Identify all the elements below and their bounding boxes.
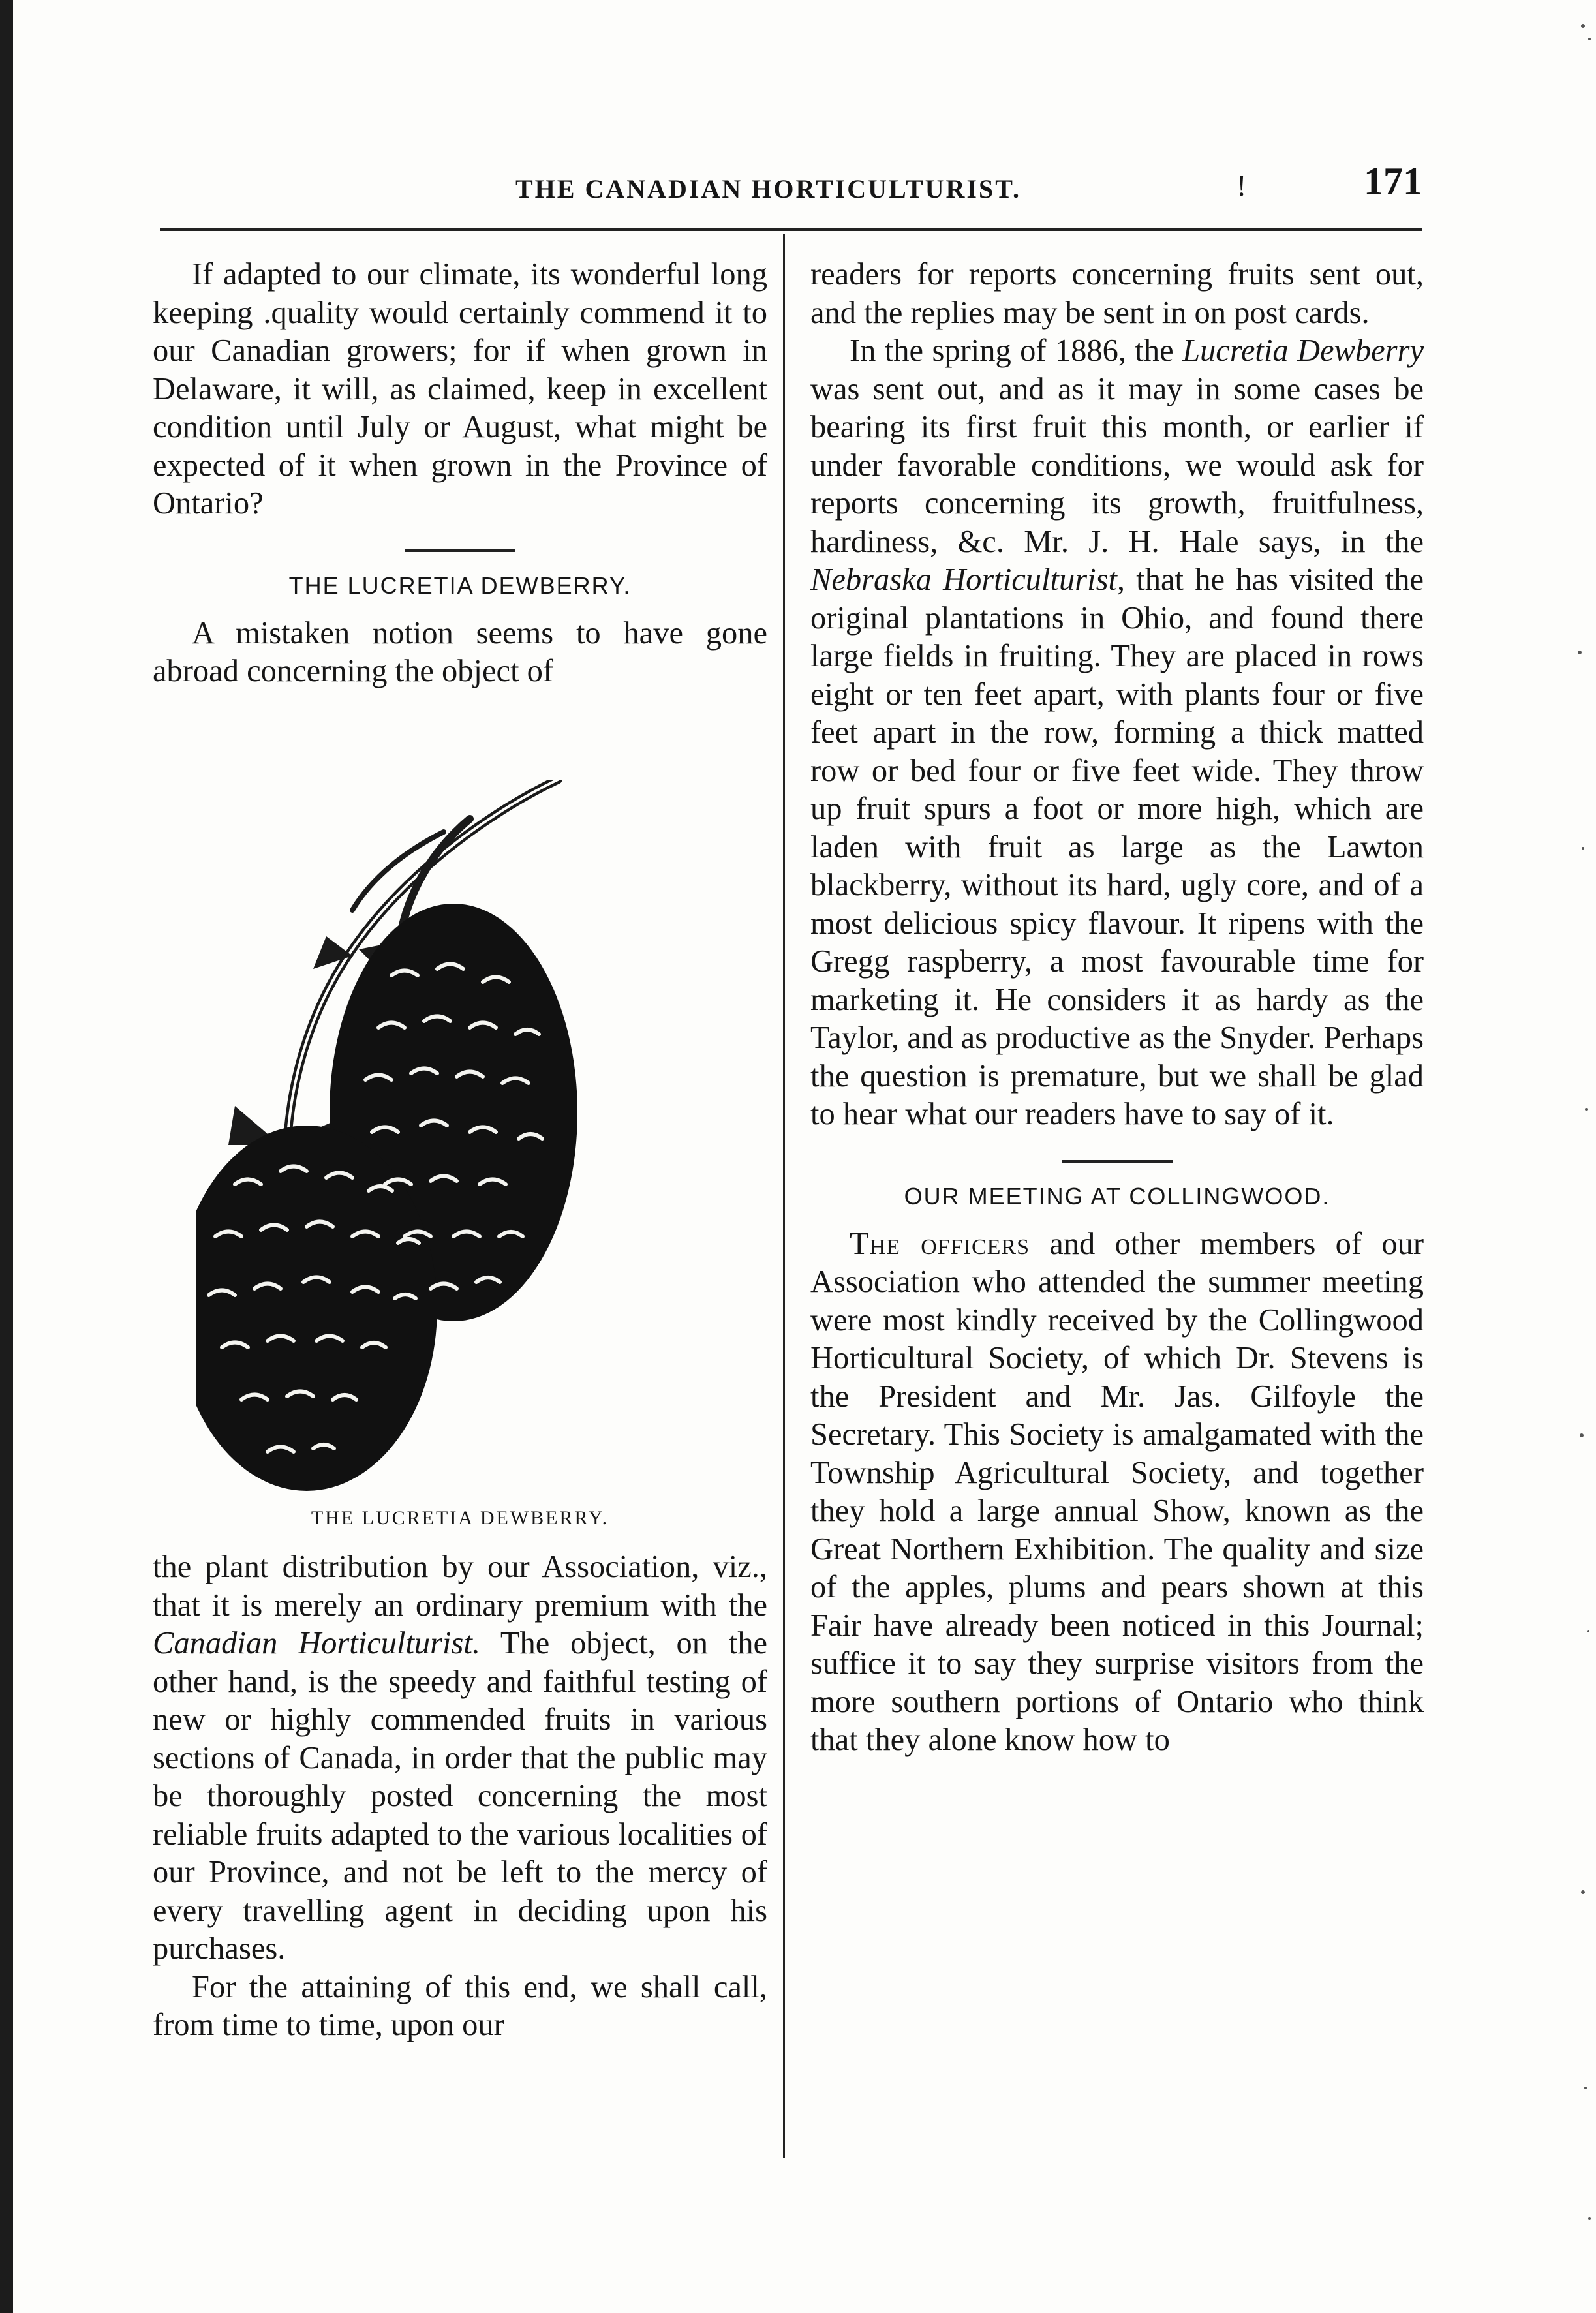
page-header xyxy=(163,155,1422,207)
right-column xyxy=(810,256,1424,1760)
margin-specks xyxy=(1518,0,1596,2313)
column-divider xyxy=(783,234,785,2158)
book-spine-edge xyxy=(0,0,13,2313)
meeting-lead-smallcaps: The officers xyxy=(850,1226,1030,1261)
readers-paragraph: readers for reports concerning fruits sent out, and the replies may be sent in on post cards. xyxy=(810,257,1424,330)
spring-text-3: that he has visited the original plantations in Ohio, and found there large fields in fruiting. They are placed in rows eight or ten feet apart, with plants four or five feet apart in the row, forming a thick matted row or bed four or five feet wide. They throw up fruit spurs a foot or more high, which are laden with fruit as large as the Lawton blackberry, without its hard, ugly core, and of a most delicious spicy flavour. It ripens with the Gregg raspberry, a most favourable time for marketing it. He considers it as hardy as the Taylor, and as productive as the Snyder. Perhaps the question is premature, but we shall be glad to hear what our readers have to say of it. xyxy=(810,562,1424,1131)
continuation-paragraph xyxy=(153,1548,767,1968)
spring-text-1: In the spring of 1886, the xyxy=(850,333,1183,368)
continuation-text-1: the plant distribution by our Association, viz., that it is merely an ordinary premium with the xyxy=(153,1550,767,1623)
dewberry-illustration xyxy=(196,780,731,1494)
meeting-paragraph xyxy=(810,1225,1424,1760)
left-column-top xyxy=(153,256,767,691)
journal-title-italic: Canadian Horticulturist. xyxy=(153,1626,480,1661)
page-number: 171 xyxy=(1364,160,1422,203)
section-rule xyxy=(405,549,515,552)
running-title: THE CANADIAN HORTICULTURIST. xyxy=(515,174,1021,204)
header-mark: ! xyxy=(1236,169,1247,202)
continuation-text-2: The object, on the other hand, is the speedy and faithful testing of new or highly commended fruits in various sections of Canada, in order that the public may be thoroughly posted concerning the most reliable fruits adapted to the various localities of our Province, and not be left to the mercy of every travelling agent in deciding upon his purchases. xyxy=(153,1626,767,1966)
illustration-caption: THE LUCRETIA DEWBERRY. xyxy=(311,1507,609,1529)
dewberry-paragraph: A mistaken notion seems to have gone abroad concerning the object of xyxy=(153,615,767,688)
header-rule xyxy=(160,228,1422,231)
meeting-text: and other members of our Association who attended the summer meeting were most kindly received by the Collingwood Horticultural Society, of which Dr. Stevens is the President and Mr. Jas. Gilfoyle the Secretary. This Society is amalgamated with the Township Agricultural Society, and together they hold a large annual Show, known as the Great Northern Exhibition. The quality and size of the apples, plums and pears shown at this Fair have already been noticed in this Journal; suffice it to say they surprise visitors from the more southern portions of Ontario who think that they alone know how to xyxy=(810,1226,1424,1757)
left-column-bottom xyxy=(153,1548,767,2045)
dewberry-name-italic: Lucretia Dewberry xyxy=(1182,333,1424,368)
closing-paragraph: For the attaining of this end, we shall call, from time to time, upon our xyxy=(153,1969,767,2042)
spring-text-2: was sent out, and as it may in some cases be bearing its first fruit this month, or earlier if under favorable conditions, we would ask for reports concerning its growth, fruitfulness, hardiness, &c. Mr. J. H. Hale says, in the xyxy=(810,371,1424,559)
nebraska-journal-italic: Nebraska Horticulturist, xyxy=(810,562,1126,597)
section-heading-dewberry: THE LUCRETIA DEWBERRY. xyxy=(288,572,632,599)
intro-paragraph: If adapted to our climate, its wonderful long keeping .quality would certainly commend it to our Canadian growers; for if when grown in Delaware, it will, as claimed, keep in excellent condition until July or August, what might be expected of it when grown in the Province of Ontario? xyxy=(153,257,767,521)
section-heading-meeting: OUR MEETING AT COLLINGWOOD. xyxy=(904,1182,1330,1210)
spring-paragraph xyxy=(810,332,1424,1134)
section-rule xyxy=(1062,1160,1173,1163)
